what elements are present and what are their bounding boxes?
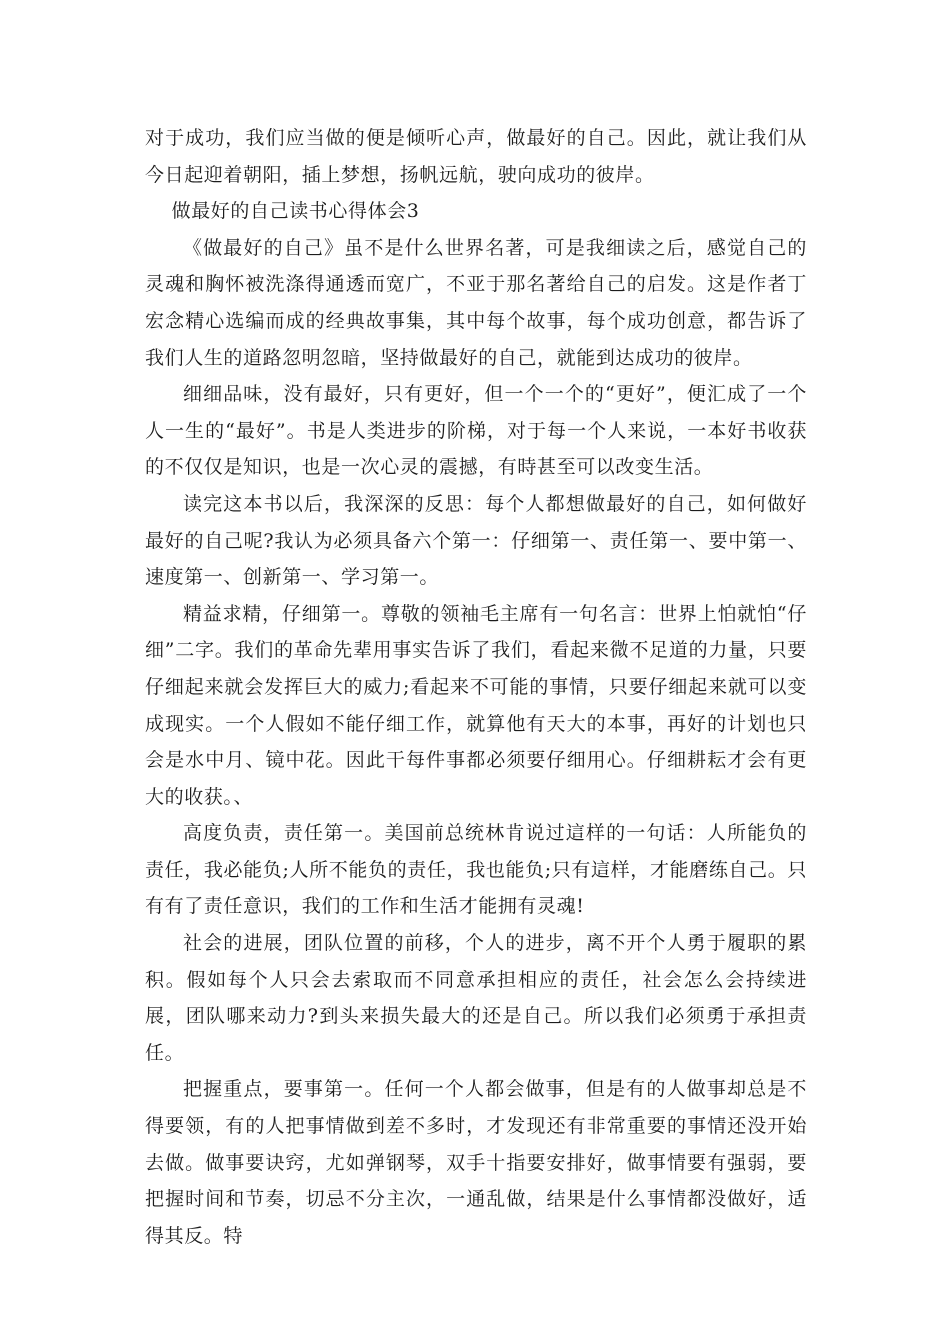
paragraph-1: 对于成功，我们应当做的便是倾听心声，做最好的自己。因此，就让我们从今日起迎着朝阳，插上梦想，扬帆远航，驶向成功的彼岸。 bbox=[145, 127, 807, 186]
section-heading: 做最好的自己读书心得体会3 bbox=[171, 200, 420, 223]
paragraph-6: 高度负责，责任第一。美国前总统林肯说过這样的一句话：人所能负的责任，我必能负;人所不能负的责任，我也能负;只有這样，才能磨练自己。只有有了责任意识，我们的工作和生活才能拥有灵魂! bbox=[145, 822, 807, 918]
paragraph-3: 细细品味，没有最好，只有更好，但一个一个的“更好”，便汇成了一个人一生的“最好”。书是人类进步的阶梯，对于每一个人来说，一本好书收获的不仅仅是知识，也是一次心灵的震撼，有時甚至可以改变生活。 bbox=[145, 383, 807, 479]
paragraph-4: 读完这本书以后，我深深的反思：每个人都想做最好的自己，如何做好最好的自己呢?我认为必须具备六个第一：仔细第一、责任第一、要中第一、速度第一、创新第一、学习第一。 bbox=[145, 492, 807, 589]
paragraph-8: 把握重点，要事第一。任何一个人都会做事，但是有的人做事却总是不得要领，有的人把事情做到差不多时，才发现还有非常重要的事情还没开始去做。做事要诀窍，尤如弹钢琴，双手十指要安排好，做事情要有强弱，要把握时间和节奏，切忌不分主次，一通乱做，结果是什么事情都没做好，适得其反。特 bbox=[145, 1078, 807, 1247]
paragraph-2: 《做最好的自己》虽不是什么世界名著，可是我细读之后，感觉自己的灵魂和胸怀被洗涤得通透而宽广，不亚于那名著给自己的启发。这是作者丁宏念精心选编而成的经典故事集，其中每个故事，每个成功创意，都告诉了我们人生的道路忽明忽暗，坚持做最好的自己，就能到达成功的彼岸。 bbox=[145, 236, 807, 369]
document-body bbox=[145, 120, 807, 1254]
paragraph-5: 精益求精，仔细第一。尊敬的领袖毛主席有一句名言：世界上怕就怕“仔细”二字。我们的革命先辈用事实告诉了我们，看起来微不足道的力量，只要仔细起来就会发挥巨大的威力;看起来不可能的事情，只要仔细起来就可以变成现实。一个人假如不能仔细工作，就算他有天大的本事，再好的计划也只会是水中月、镜中花。因此干每件事都必须要仔细用心。仔细耕耘才会有更大的收获。、 bbox=[145, 602, 807, 808]
paragraph-7: 社会的进展，团队位置的前移，个人的进步，离不开个人勇于履职的累积。假如每个人只会去索取而不同意承担相应的责任，社会怎么会持续进展，团队哪来动力?到头来损失最大的还是自己。所以我们必须勇于承担责任。 bbox=[145, 932, 807, 1064]
